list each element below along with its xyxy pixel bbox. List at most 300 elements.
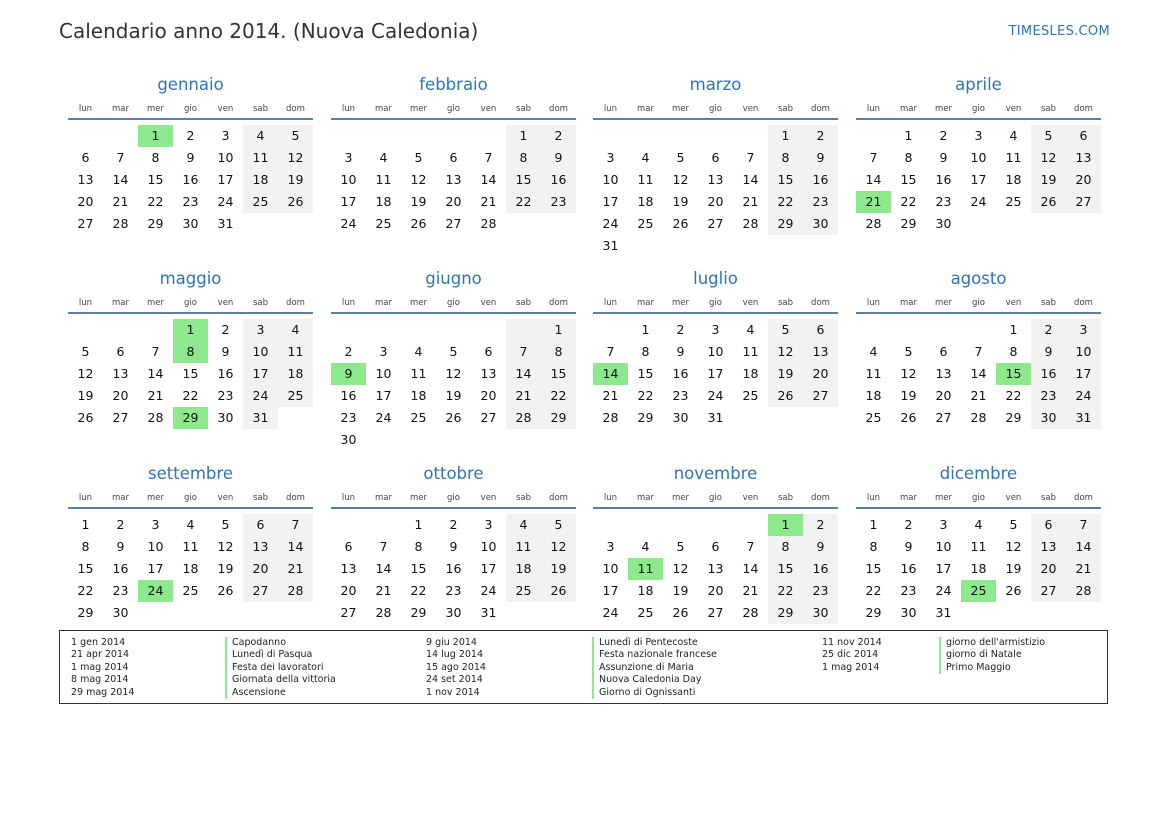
day-cell: 5 [449, 344, 458, 359]
day-cell: 2 [186, 128, 195, 143]
empty-cell [856, 319, 891, 341]
day-cell: 23 [112, 583, 129, 598]
day-cell: 24 [970, 194, 987, 209]
weekday-label: mar [900, 493, 917, 503]
day-cell: 25 [742, 388, 759, 403]
holiday-day-cell: 29 [173, 407, 208, 429]
month-name: febbraio [419, 75, 488, 94]
weekday-label: ven [217, 493, 234, 503]
day-cell: 7 [379, 539, 388, 554]
weekday-label: mar [112, 298, 129, 308]
day-cell: 16 [900, 561, 917, 576]
weekday-label: mar [112, 493, 129, 503]
weekday-label: sab [1040, 104, 1057, 114]
day-cell: 28 [375, 605, 392, 620]
day-cell: 13 [1031, 536, 1066, 558]
empty-cell [698, 125, 733, 147]
day-cell: 11 [506, 536, 541, 558]
weekday-label: sab [515, 298, 532, 308]
holiday-day-cell: 1 [173, 319, 208, 341]
day-cell: 28 [865, 216, 882, 231]
day-cell: 15 [865, 561, 882, 576]
weekday-label: mer [409, 493, 427, 503]
day-cell: 24 [935, 583, 952, 598]
day-cell: 26 [77, 410, 94, 425]
day-cell: 12 [278, 147, 313, 169]
day-cell: 4 [186, 517, 195, 532]
legend-date: 8 mag 2014 [71, 674, 129, 686]
day-cell: 28 [278, 580, 313, 602]
month-name: gennaio [157, 75, 224, 94]
day-cell: 23 [803, 580, 838, 602]
legend-holiday-name: Giornata della vittoria [232, 674, 336, 686]
day-cell: 27 [707, 216, 724, 231]
day-cell: 12 [217, 539, 234, 554]
day-cell: 23 [182, 194, 199, 209]
day-cell: 5 [676, 539, 685, 554]
holiday-day-cell: 1 [768, 514, 803, 536]
weekday-label: sab [1040, 493, 1057, 503]
day-cell: 3 [939, 517, 948, 532]
day-cell: 18 [865, 388, 882, 403]
day-cell: 6 [344, 539, 353, 554]
month-name: settembre [148, 464, 233, 483]
day-cell: 12 [672, 561, 689, 576]
day-cell: 20 [1031, 558, 1066, 580]
empty-cell [471, 125, 506, 147]
day-cell: 24 [340, 216, 357, 231]
legend-date: 1 nov 2014 [426, 686, 480, 698]
day-cell: 19 [900, 388, 917, 403]
day-cell: 11 [375, 172, 392, 187]
day-cell: 5 [221, 517, 230, 532]
holiday-day-cell: 15 [996, 363, 1031, 385]
day-cell: 17 [147, 561, 164, 576]
day-cell: 29 [768, 602, 803, 624]
legend-holiday-name: Primo Maggio [946, 661, 1011, 673]
day-cell: 6 [1031, 514, 1066, 536]
legend-date: 24 set 2014 [426, 674, 483, 686]
legend-date: 14 lug 2014 [426, 649, 483, 661]
day-cell: 26 [672, 216, 689, 231]
day-cell: 31 [1066, 407, 1101, 429]
month-name: marzo [689, 75, 742, 94]
weekday-label: lun [866, 104, 881, 114]
day-cell: 8 [541, 341, 576, 363]
day-cell: 4 [379, 150, 388, 165]
legend-holiday-name: Assunzione di Maria [599, 661, 694, 673]
weekday-label: gio [972, 493, 985, 503]
weekday-label: lun [603, 493, 618, 503]
day-cell: 2 [449, 517, 458, 532]
day-cell: 16 [445, 561, 462, 576]
weekday-label: lun [866, 298, 881, 308]
day-cell: 7 [151, 344, 160, 359]
day-cell: 26 [278, 191, 313, 213]
weekday-label: lun [341, 298, 356, 308]
day-cell: 21 [742, 194, 759, 209]
day-cell: 30 [112, 605, 129, 620]
weekday-label: gio [972, 298, 985, 308]
weekday-label: mar [637, 298, 654, 308]
day-cell: 23 [340, 410, 357, 425]
day-cell: 6 [81, 150, 90, 165]
day-cell: 29 [637, 410, 654, 425]
day-cell: 10 [375, 366, 392, 381]
weekday-label: mer [146, 493, 164, 503]
day-cell: 23 [672, 388, 689, 403]
day-cell: 17 [243, 363, 278, 385]
day-cell: 4 [243, 125, 278, 147]
day-cell: 26 [900, 410, 917, 425]
day-cell: 20 [707, 583, 724, 598]
weekday-label: mer [934, 493, 952, 503]
day-cell: 21 [278, 558, 313, 580]
day-cell: 1 [414, 517, 423, 532]
empty-cell [103, 125, 138, 147]
weekday-label: sab [515, 104, 532, 114]
day-cell: 21 [970, 388, 987, 403]
day-cell: 7 [506, 341, 541, 363]
day-cell: 27 [445, 216, 462, 231]
weekday-label: lun [78, 493, 93, 503]
day-cell: 25 [182, 583, 199, 598]
day-cell: 24 [602, 216, 619, 231]
day-cell: 3 [484, 517, 493, 532]
legend-holiday-name: Festa nazionale francese [599, 649, 717, 661]
weekday-header-row [68, 296, 313, 314]
month-name: maggio [159, 269, 222, 288]
day-cell: 18 [278, 363, 313, 385]
day-cell: 13 [445, 172, 462, 187]
legend-dates-2 [426, 637, 486, 699]
day-cell: 16 [182, 172, 199, 187]
empty-cell [856, 125, 891, 147]
day-cell: 2 [541, 125, 576, 147]
day-cell: 26 [410, 216, 427, 231]
day-cell: 1 [904, 128, 913, 143]
empty-cell [331, 514, 366, 536]
day-grid [331, 125, 576, 235]
day-cell: 9 [116, 539, 125, 554]
day-cell: 10 [1066, 341, 1101, 363]
holiday-day-cell: 9 [331, 363, 366, 385]
empty-cell [471, 319, 506, 341]
day-cell: 21 [480, 194, 497, 209]
weekday-label: mer [671, 104, 689, 114]
day-cell: 18 [742, 366, 759, 381]
weekday-label: mer [409, 104, 427, 114]
weekday-label: mer [934, 298, 952, 308]
day-cell: 2 [676, 322, 685, 337]
month-name: agosto [950, 269, 1007, 288]
weekday-label: dom [286, 104, 305, 114]
day-cell: 8 [81, 539, 90, 554]
day-cell: 30 [182, 216, 199, 231]
day-cell: 9 [803, 147, 838, 169]
month-maggio [68, 268, 313, 429]
day-cell: 1 [506, 125, 541, 147]
day-cell: 17 [217, 172, 234, 187]
day-cell: 19 [1031, 169, 1066, 191]
day-cell: 28 [742, 216, 759, 231]
day-cell: 11 [1005, 150, 1022, 165]
day-cell: 15 [541, 363, 576, 385]
day-cell: 14 [147, 366, 164, 381]
day-cell: 6 [116, 344, 125, 359]
weekday-label: mer [146, 104, 164, 114]
weekday-label: dom [549, 298, 568, 308]
legend-holiday-name: Lunedì di Pasqua [232, 649, 313, 661]
weekday-label: gio [709, 104, 722, 114]
empty-cell [593, 125, 628, 147]
day-cell: 11 [637, 172, 654, 187]
day-cell: 22 [541, 385, 576, 407]
day-cell: 29 [410, 605, 427, 620]
day-cell: 7 [484, 150, 493, 165]
weekday-label: lun [78, 104, 93, 114]
day-cell: 19 [768, 363, 803, 385]
weekday-label: ven [742, 493, 759, 503]
day-cell: 2 [221, 322, 230, 337]
day-grid [331, 514, 576, 624]
day-cell: 8 [768, 147, 803, 169]
legend-date: 1 mag 2014 [71, 661, 129, 673]
day-cell: 25 [506, 580, 541, 602]
empty-cell [698, 514, 733, 536]
weekday-label: mar [375, 493, 392, 503]
brand-link[interactable]: TIMESLES.COM [1008, 24, 1110, 39]
day-cell: 22 [147, 194, 164, 209]
day-cell: 28 [1066, 580, 1101, 602]
day-cell: 10 [602, 561, 619, 576]
day-cell: 19 [672, 194, 689, 209]
day-cell: 20 [480, 388, 497, 403]
day-cell: 27 [1066, 191, 1101, 213]
legend-holiday-name: Lunedì di Pentecoste [599, 637, 698, 648]
day-cell: 25 [410, 410, 427, 425]
day-cell: 4 [974, 517, 983, 532]
day-cell: 22 [865, 583, 882, 598]
day-cell: 22 [637, 388, 654, 403]
day-cell: 15 [147, 172, 164, 187]
day-cell: 2 [1031, 319, 1066, 341]
weekday-label: mer [146, 298, 164, 308]
day-cell: 24 [480, 583, 497, 598]
day-cell: 28 [112, 216, 129, 231]
day-cell: 3 [344, 150, 353, 165]
day-cell: 29 [1005, 410, 1022, 425]
day-cell: 16 [541, 169, 576, 191]
weekday-label: dom [811, 493, 830, 503]
day-cell: 22 [506, 191, 541, 213]
weekday-label: gio [184, 104, 197, 114]
holiday-day-cell: 14 [593, 363, 628, 385]
weekday-label: mer [671, 493, 689, 503]
day-cell: 15 [768, 169, 803, 191]
weekday-label: gio [709, 298, 722, 308]
day-cell: 23 [900, 583, 917, 598]
month-name: dicembre [939, 464, 1018, 483]
day-cell: 10 [480, 539, 497, 554]
day-cell: 10 [935, 539, 952, 554]
day-cell: 3 [606, 539, 615, 554]
month-giugno [331, 268, 576, 451]
day-cell: 6 [939, 344, 948, 359]
day-cell: 18 [506, 558, 541, 580]
day-cell: 20 [112, 388, 129, 403]
day-cell: 9 [1031, 341, 1066, 363]
day-grid [593, 125, 838, 257]
weekday-label: sab [777, 493, 794, 503]
day-cell: 14 [375, 561, 392, 576]
day-cell: 9 [803, 536, 838, 558]
weekday-label: ven [217, 104, 234, 114]
weekday-label: sab [777, 298, 794, 308]
weekday-header-row [593, 296, 838, 314]
day-cell: 2 [803, 514, 838, 536]
weekday-header-row [68, 102, 313, 120]
weekday-label: dom [286, 493, 305, 503]
day-cell: 12 [672, 172, 689, 187]
day-cell: 29 [541, 407, 576, 429]
day-cell: 3 [151, 517, 160, 532]
day-cell: 10 [340, 172, 357, 187]
holiday-day-cell: 24 [138, 580, 173, 602]
day-cell: 5 [414, 150, 423, 165]
day-cell: 16 [340, 388, 357, 403]
day-cell: 17 [375, 388, 392, 403]
weekday-header-row [593, 102, 838, 120]
day-cell: 5 [768, 319, 803, 341]
day-cell: 6 [449, 150, 458, 165]
day-cell: 17 [935, 561, 952, 576]
day-cell: 9 [939, 150, 948, 165]
day-cell: 27 [340, 605, 357, 620]
legend-names-1 [225, 637, 336, 699]
weekday-label: ven [1005, 298, 1022, 308]
day-cell: 2 [939, 128, 948, 143]
day-cell: 30 [803, 602, 838, 624]
weekday-label: gio [184, 298, 197, 308]
day-grid [68, 514, 313, 624]
day-cell: 31 [707, 410, 724, 425]
day-cell: 19 [672, 583, 689, 598]
day-cell: 28 [506, 407, 541, 429]
weekday-label: lun [866, 493, 881, 503]
day-cell: 3 [221, 128, 230, 143]
day-cell: 28 [602, 410, 619, 425]
legend-holiday-name: Ascensione [232, 686, 286, 698]
day-cell: 27 [707, 605, 724, 620]
weekday-label: dom [549, 493, 568, 503]
weekday-label: dom [811, 298, 830, 308]
day-cell: 12 [541, 536, 576, 558]
day-cell: 13 [707, 172, 724, 187]
empty-cell [366, 125, 401, 147]
day-cell: 29 [77, 605, 94, 620]
weekday-label: dom [811, 104, 830, 114]
day-cell: 30 [672, 410, 689, 425]
weekday-label: sab [252, 493, 269, 503]
day-cell: 23 [541, 191, 576, 213]
day-cell: 10 [707, 344, 724, 359]
weekday-label: dom [1074, 104, 1093, 114]
weekday-label: ven [742, 298, 759, 308]
legend-date: 11 nov 2014 [822, 637, 882, 648]
weekday-label: sab [515, 493, 532, 503]
day-cell: 15 [900, 172, 917, 187]
weekday-header-row [331, 296, 576, 314]
day-cell: 18 [375, 194, 392, 209]
day-cell: 25 [278, 385, 313, 407]
day-cell: 13 [935, 366, 952, 381]
day-cell: 6 [803, 319, 838, 341]
day-cell: 19 [445, 388, 462, 403]
day-cell: 8 [506, 147, 541, 169]
day-cell: 30 [1031, 407, 1066, 429]
day-cell: 16 [803, 558, 838, 580]
day-cell: 12 [77, 366, 94, 381]
weekday-label: sab [252, 104, 269, 114]
empty-cell [961, 319, 996, 341]
day-cell: 1 [641, 322, 650, 337]
day-cell: 11 [182, 539, 199, 554]
month-dicembre [856, 463, 1101, 624]
day-cell: 7 [974, 344, 983, 359]
day-cell: 15 [506, 169, 541, 191]
day-cell: 11 [278, 341, 313, 363]
month-aprile [856, 74, 1101, 235]
weekday-label: ven [1005, 104, 1022, 114]
day-cell: 31 [243, 407, 278, 429]
legend-holiday-name: Festa dei lavoratori [232, 661, 324, 673]
day-cell: 20 [77, 194, 94, 209]
day-cell: 27 [243, 580, 278, 602]
day-cell: 26 [541, 580, 576, 602]
day-cell: 9 [904, 539, 913, 554]
day-cell: 25 [1005, 194, 1022, 209]
day-cell: 6 [711, 539, 720, 554]
day-cell: 31 [217, 216, 234, 231]
day-cell: 16 [217, 366, 234, 381]
day-cell: 14 [865, 172, 882, 187]
weekday-label: ven [480, 104, 497, 114]
day-cell: 20 [243, 558, 278, 580]
weekday-label: mar [112, 104, 129, 114]
day-cell: 19 [1005, 561, 1022, 576]
day-cell: 6 [1066, 125, 1101, 147]
empty-cell [628, 514, 663, 536]
holiday-day-cell: 11 [628, 558, 663, 580]
day-cell: 6 [484, 344, 493, 359]
day-cell: 11 [970, 539, 987, 554]
day-cell: 19 [77, 388, 94, 403]
day-cell: 10 [602, 172, 619, 187]
weekday-header-row [856, 296, 1101, 314]
day-cell: 7 [746, 539, 755, 554]
weekday-label: mar [900, 104, 917, 114]
day-cell: 8 [1009, 344, 1018, 359]
day-grid [68, 125, 313, 235]
day-cell: 24 [243, 385, 278, 407]
day-cell: 30 [445, 605, 462, 620]
day-cell: 23 [217, 388, 234, 403]
empty-cell [401, 125, 436, 147]
day-cell: 11 [865, 366, 882, 381]
weekday-label: mar [375, 104, 392, 114]
day-cell: 7 [116, 150, 125, 165]
